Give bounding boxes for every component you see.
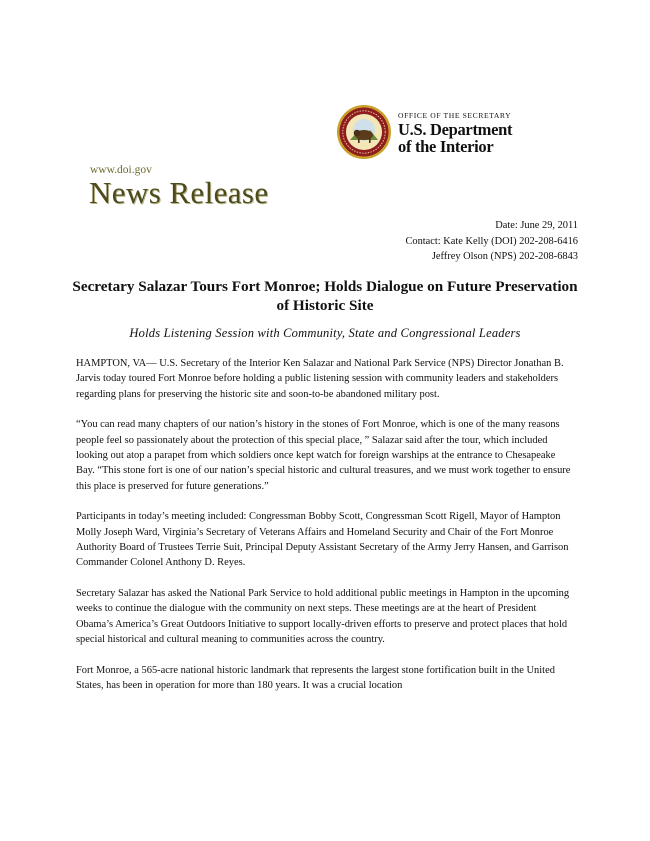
paragraph: Participants in today’s meeting included: Congressman Bobby Scott, Congressman Scott Rigell, Mayor of Hampton Molly Joseph Ward, Virginia’s Secretary of Veterans Affairs and Homeland Security and Chair of the Fort Monroe Authority Board of Trustees Terrie Suit, Principal Deputy Assistant Secretary of the Army Jerry Hansen, and Garrison Commander Colonel Anthony D. Reyes. xyxy=(76,511,569,569)
department-name xyxy=(398,111,512,155)
news-release-title: News Release xyxy=(89,175,269,210)
paragraph: Secretary Salazar has asked the National Park Service to hold additional public meetings in Hampton in the upcoming weeks to continue the dialogue with the community on next steps. These meetings are at the heart of President Obama’s America’s Great Outdoors Initiative to support locally-driven efforts to preserve and protect places that hold special historical and cultural meaning to communities across the country. xyxy=(76,587,570,646)
article-body xyxy=(76,356,576,708)
paragraph: Fort Monroe, a 565-acre national historic landmark that represents the largest stone fortification built in the United States, has been in operation for more than 180 years. It was a crucial location xyxy=(76,664,555,691)
release-date: Date: June 29, 2011 xyxy=(495,220,578,231)
site-url: www.doi.gov xyxy=(90,164,152,176)
department-line-1: U.S. Department xyxy=(398,120,513,139)
contact-line-1: Contact: Kate Kelly (DOI) 202-208-6416 xyxy=(405,235,578,247)
subheadline: Holds Listening Session with Community, State and Congressional Leaders xyxy=(129,326,521,340)
paragraph: HAMPTON, VA— U.S. Secretary of the Interior Ken Salazar and National Park Service (NPS) Director Jonathan B. Jarvis today toured Fort Monroe before holding a public listening session with community leaders and stakeholders regarding plans for preserving the historic site and soon-to-be abandoned military post. xyxy=(76,358,564,400)
contact-info xyxy=(405,218,578,265)
office-label: OFFICE OF THE SECRETARY xyxy=(398,111,512,120)
doi-seal-bison-icon xyxy=(336,104,392,160)
contact-line-2: Jeffrey Olson (NPS) 202-208-6843 xyxy=(431,251,578,262)
paragraph: “You can read many chapters of our nation’s history in the stones of Fort Monroe, which is one of the many reasons people feel so passionately about the protection of this special place, ” Salazar said after the tour, which included looking out atop a parapet from which soldiers once kept watch for foreign warships at the entrance to Chesapeake Bay. “This stone fort is one of our nation’s special historic and cultural treasures, and we must work together to ensure this place is preserved for future generations.” xyxy=(76,419,571,492)
department-line-2: of the Interior xyxy=(398,137,494,156)
headline: Secretary Salazar Tours Fort Monroe; Holds Dialogue on Future Preservation of Historic Site xyxy=(72,278,578,314)
